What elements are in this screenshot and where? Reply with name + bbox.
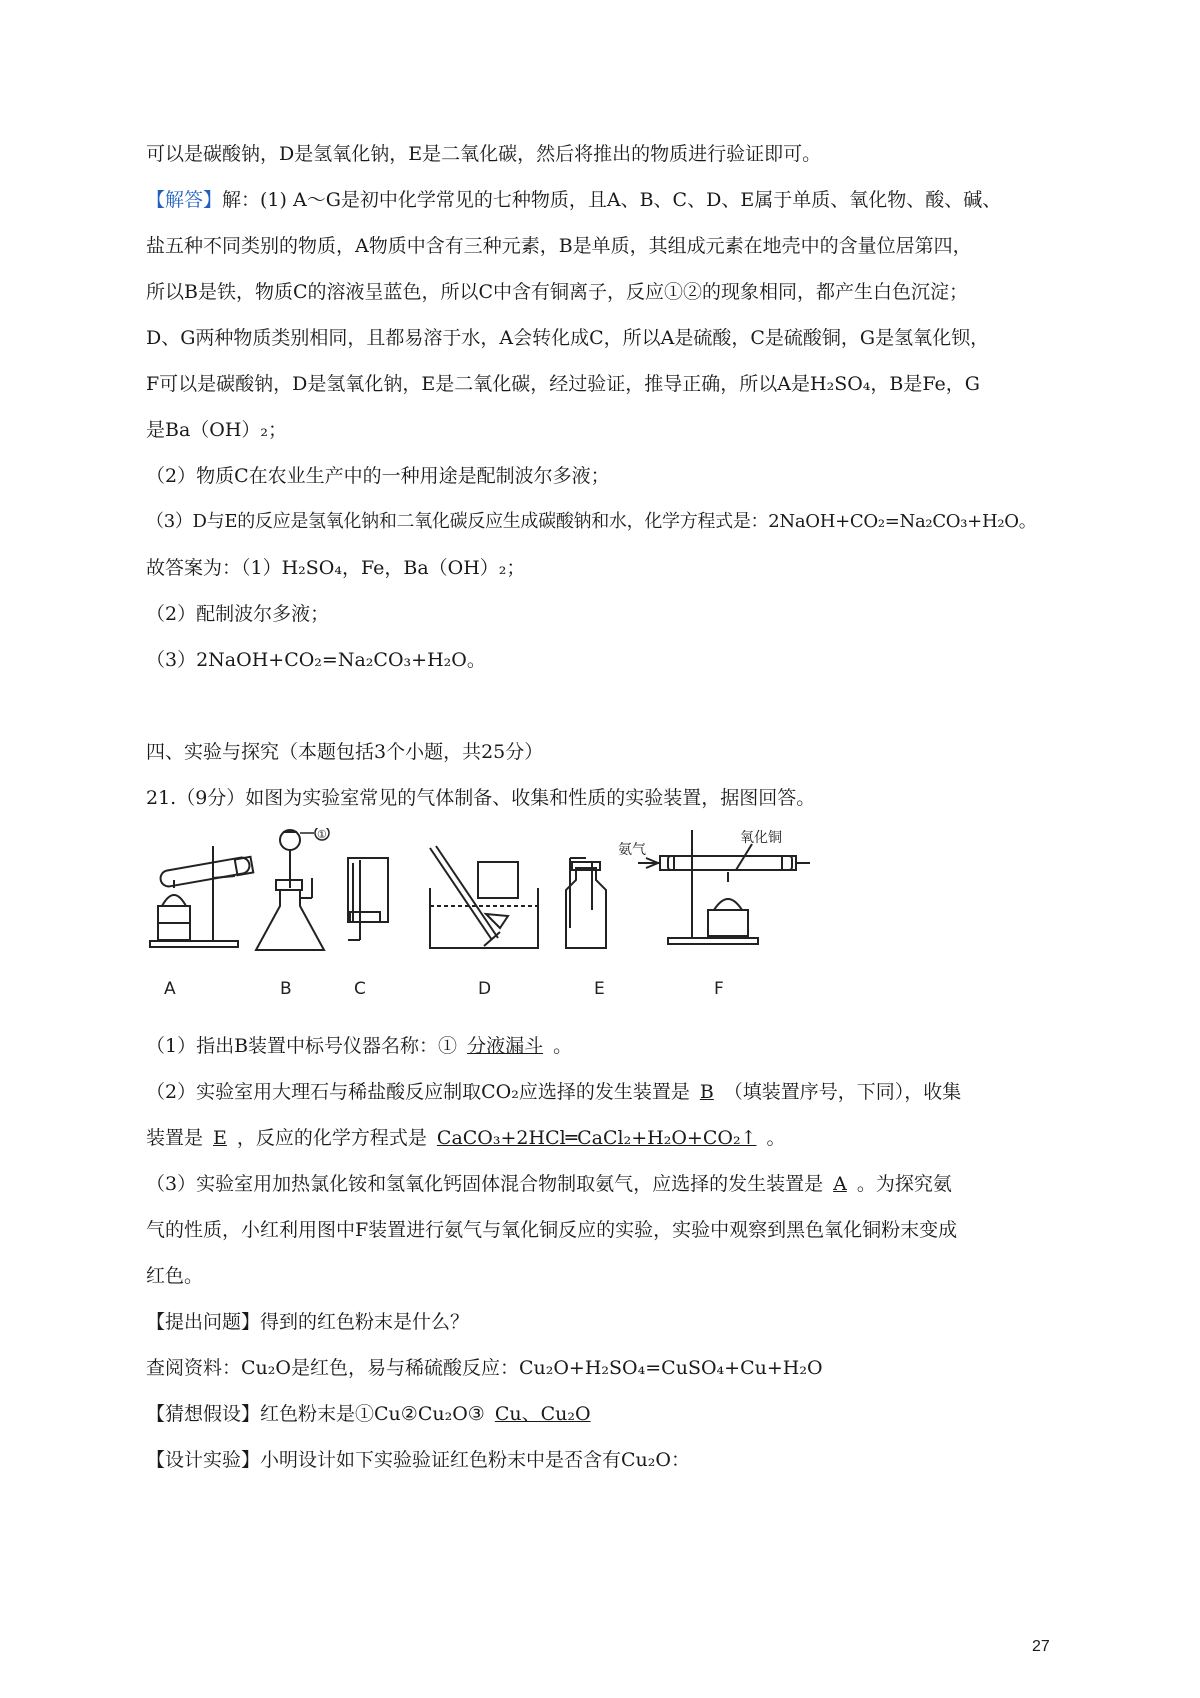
design-tag: 【设计实验】 [146, 1449, 261, 1471]
label-c: C [354, 979, 366, 999]
q2-text: 装置是 [146, 1127, 204, 1149]
paragraph-line: （2）配制波尔多液； [146, 603, 330, 625]
section-heading: 四、实验与探究（本题包括3个小题，共25分） [146, 741, 544, 763]
question-3-cont: 红色。 [146, 1265, 204, 1287]
question-21: 21.（9分）如图为实验室常见的气体制备、收集和性质的实验装置，据图回答。 [146, 787, 816, 809]
ask-text: 得到的红色粉末是什么？ [260, 1311, 470, 1333]
label-e: E [594, 979, 605, 999]
q2-text: （填装置序号，下同），收集 [723, 1081, 962, 1103]
paragraph-line: （3）D与E的反应是氢氧化钠和二氧化碳反应生成碳酸钠和水，化学方程式是：2NaOH+CO₂=Na₂CO₃+H₂O。 [146, 511, 1037, 532]
answer-tag: 【解答】 [146, 189, 223, 211]
guess-answer: Cu、Cu₂O [494, 1403, 591, 1425]
paragraph-line: F可以是碳酸钠，D是氢氧化钠，E是二氧化碳，经过验证，推导正确，所以A是H₂SO₄，B是Fe，G [146, 373, 980, 395]
figure-labels [164, 979, 724, 999]
design-text: 小明设计如下实验验证红色粉末中是否含有Cu₂O： [260, 1449, 690, 1471]
question-2 [146, 1079, 961, 1105]
apparatus-figure [140, 828, 1100, 1058]
question-2-cont [146, 1125, 786, 1151]
q2-end: 。 [766, 1127, 786, 1149]
design-line [146, 1447, 690, 1473]
paragraph-line: （3）2NaOH+CO₂=Na₂CO₃+H₂O。 [146, 649, 486, 671]
q2-text: ，反应的化学方程式是 [236, 1127, 427, 1149]
paragraph-line: （2）物质C在农业生产中的一种用途是配制波尔多液； [146, 465, 610, 487]
question-1 [146, 1033, 572, 1059]
guess-tag: 【猜想假设】 [146, 1403, 261, 1425]
q3-answer: A [833, 1173, 847, 1195]
q1-text: （1）指出B装置中标号仪器名称：① [146, 1035, 458, 1057]
q2-answer-3: CaCO₃+2HCl═CaCl₂+H₂O+CO₂↑ [436, 1127, 757, 1149]
apparatus-d [430, 846, 538, 948]
paragraph-line: 可以是碳酸钠，D是氢氧化钠，E是二氧化碳，然后将推出的物质进行验证即可。 [146, 143, 822, 165]
guess-line [146, 1401, 601, 1427]
label-a: A [164, 979, 176, 999]
apparatus-b [256, 828, 329, 950]
ask-line [146, 1309, 469, 1335]
paragraph-line: 所以B是铁，物质C的溶液呈蓝色，所以C中含有铜离子，反应①②的现象相同，都产生白色沉淀； [146, 281, 969, 303]
q1-answer: 分液漏斗 [467, 1035, 544, 1057]
ask-tag: 【提出问题】 [146, 1311, 261, 1333]
apparatus-a [150, 846, 253, 947]
q3-text: 。为探究氨 [856, 1173, 952, 1195]
q2-answer-2: E [213, 1127, 227, 1149]
q2-answer-1: B [699, 1081, 714, 1103]
paragraph-line: 盐五种不同类别的物质，A物质中含有三种元素，B是单质，其组成元素在地壳中的含量位居第四， [146, 235, 972, 257]
apparatus-e [566, 858, 606, 948]
label-d: D [478, 979, 492, 999]
paragraph-line: 故答案为：（1）H₂SO₄，Fe，Ba（OH）₂； [146, 557, 526, 579]
cuo-label: 氧化铜 [740, 830, 782, 846]
marker-label: ① [317, 828, 327, 841]
page-number: 27 [1032, 1638, 1050, 1655]
question-3 [146, 1171, 952, 1197]
paragraph-line: 是Ba（OH）₂； [146, 419, 288, 441]
q3-text: （3）实验室用加热氯化铵和氢氧化钙固体混合物制取氨气，应选择的发生装置是 [146, 1173, 824, 1195]
answer-line [146, 187, 1001, 213]
q1-end: 。 [553, 1035, 573, 1057]
paragraph-line: D、G两种物质类别相同，且都易溶于水，A会转化成C，所以A是硫酸，C是硫酸铜，G是氢氧化钡， [146, 327, 990, 349]
label-b: B [280, 979, 292, 999]
answer-text: 解：(1) A～G是初中化学常见的七种物质，且A、B、C、D、E属于单质、氧化物、酸、碱、 [222, 189, 1002, 211]
apparatus-f [618, 829, 810, 944]
question-3-cont: 气的性质，小红利用图中F装置进行氨气与氧化铜反应的实验，实验中观察到黑色氧化铜粉末变成 [146, 1219, 958, 1241]
label-f: F [714, 979, 724, 999]
q2-text: （2）实验室用大理石与稀盐酸反应制取CO₂应选择的发生装置是 [146, 1081, 690, 1103]
reference-line: 查阅资料：Cu₂O是红色，易与稀硫酸反应：Cu₂O+H₂SO₄=CuSO₄+Cu+H₂O [146, 1357, 823, 1379]
nh3-label: 氨气 [618, 842, 646, 858]
guess-text: 红色粉末是①Cu②Cu₂O③ [260, 1403, 485, 1425]
apparatus-c [348, 858, 388, 940]
